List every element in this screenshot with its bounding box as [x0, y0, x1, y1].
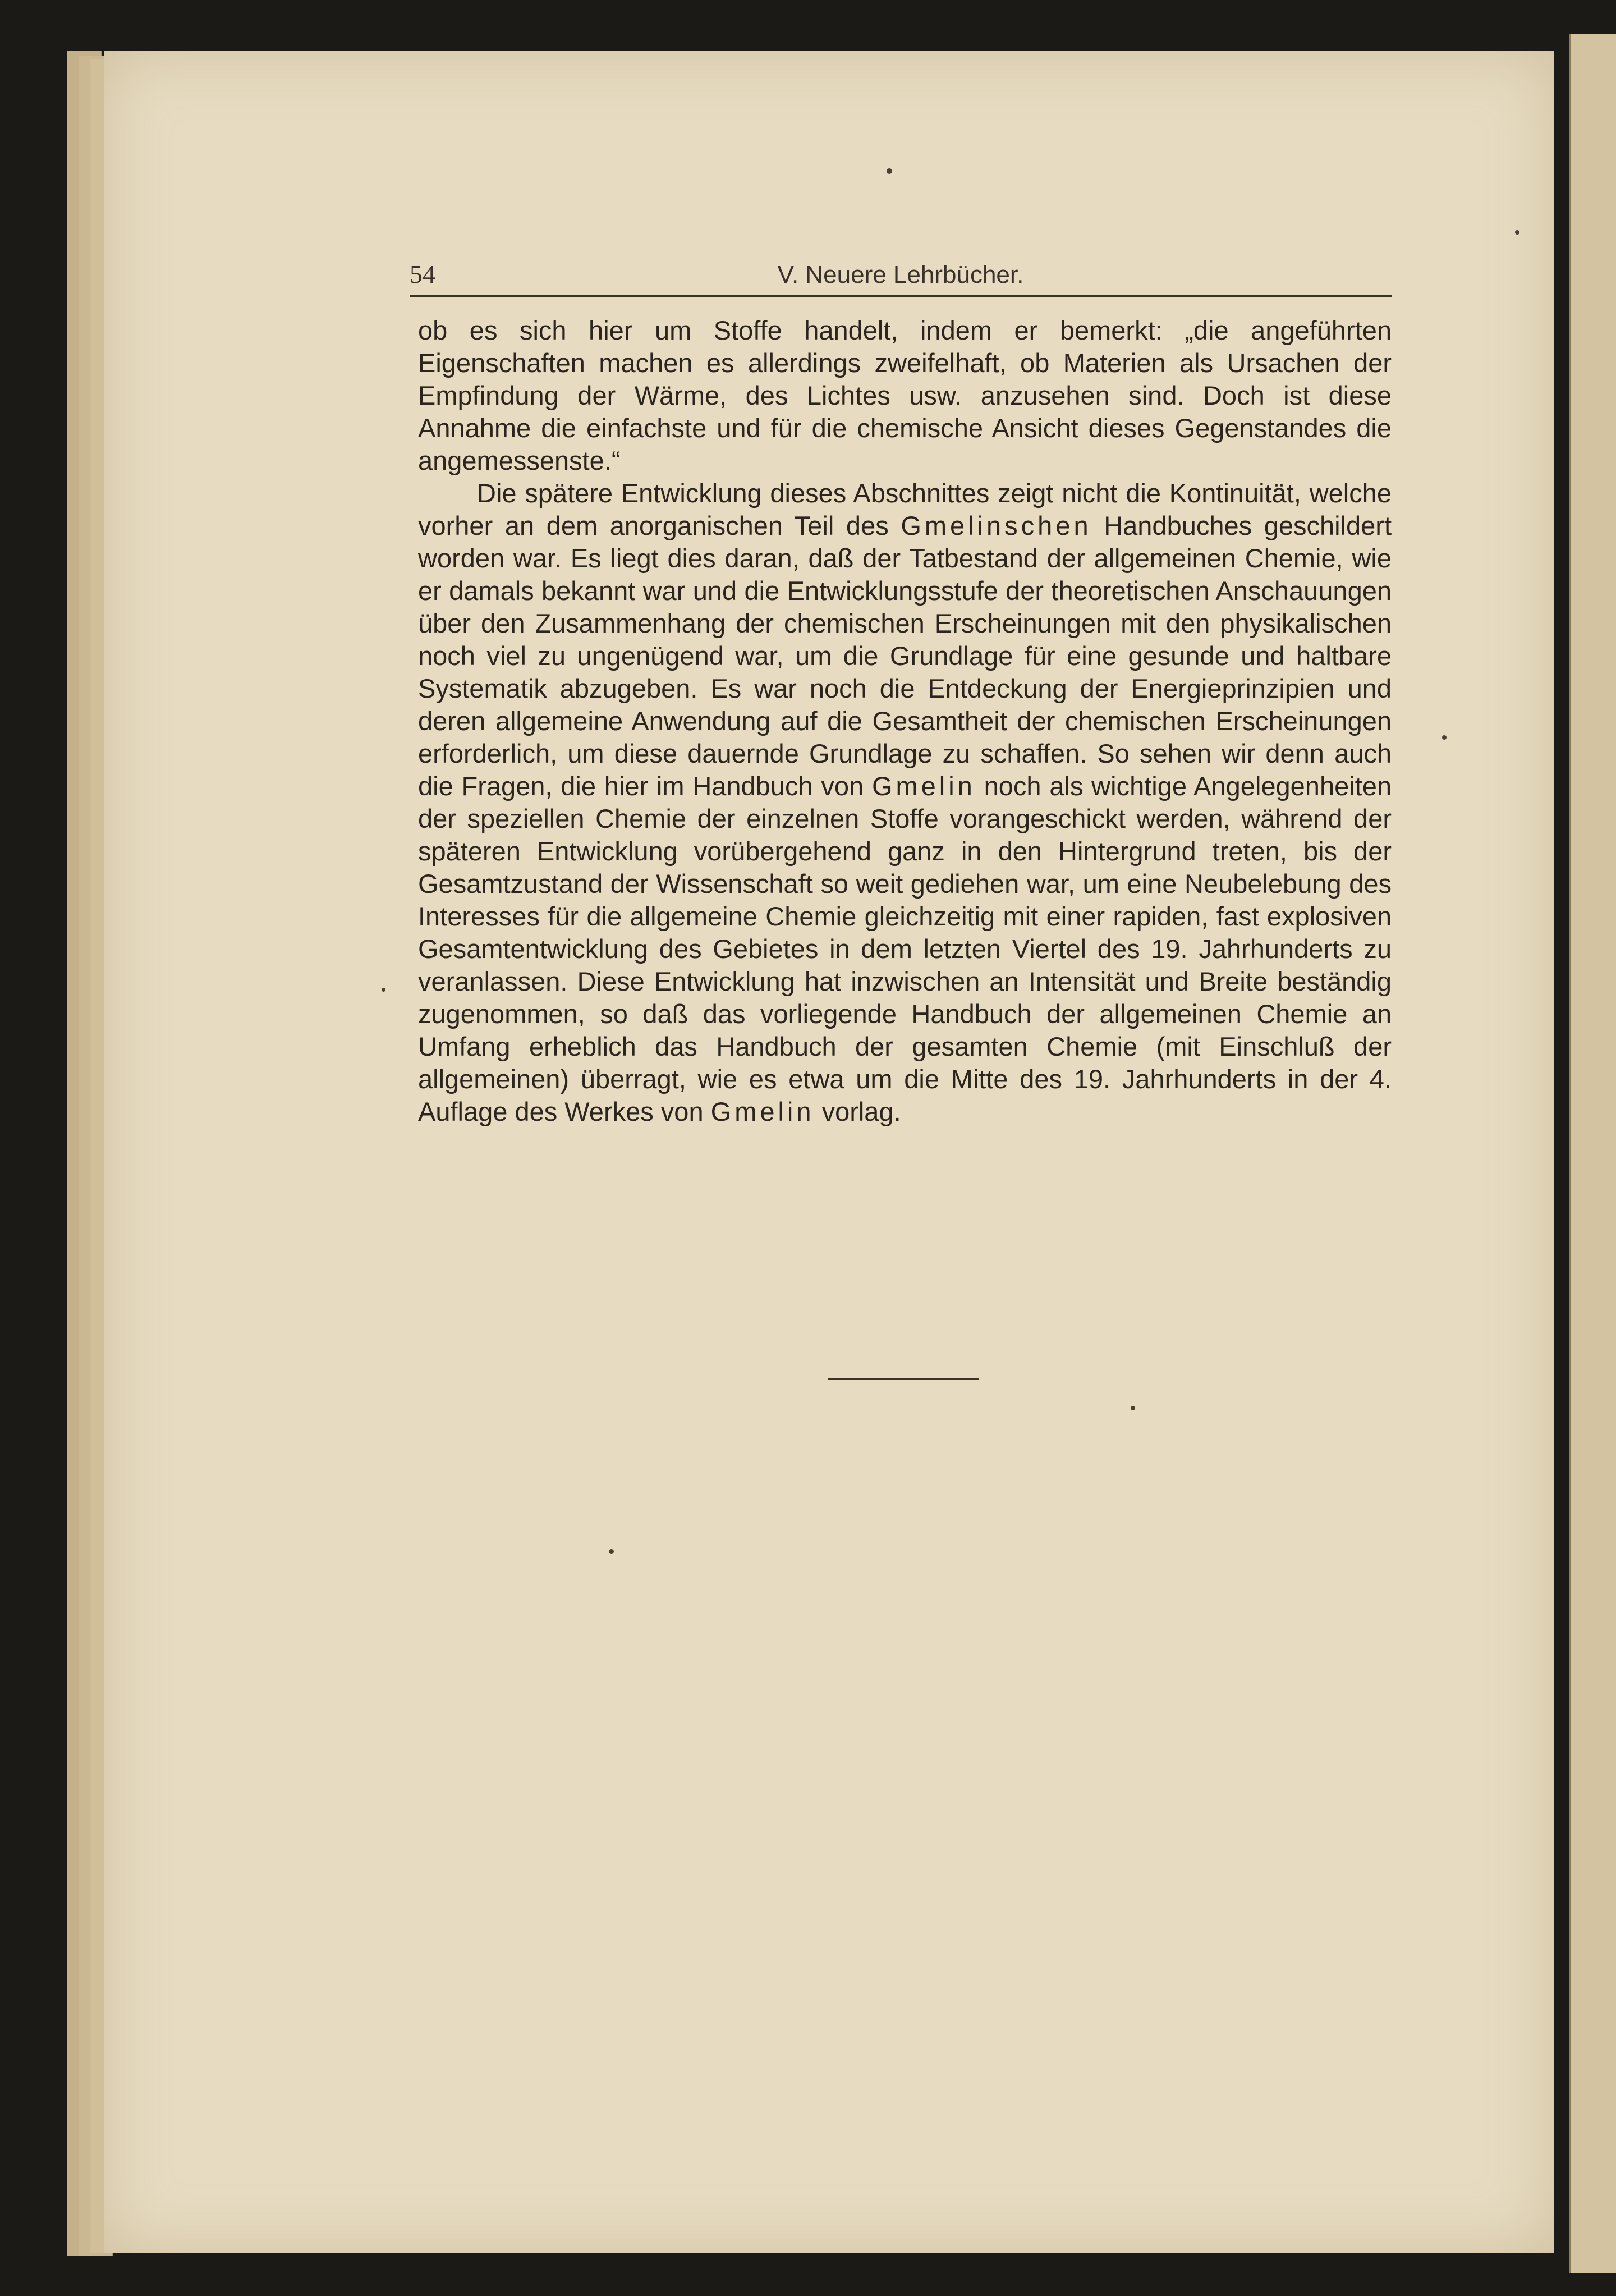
paper-speck	[1515, 230, 1519, 235]
text-segment: ob es sich hier um Stoffe handelt, indem er bemerkt: „die angeführten Eigenschaften machen es allerdings zweifelhaft, ob Materien als Ursachen der Empfindung der Wärme, des Lichtes usw. anzusehen sind. Doch ist diese Annahme die einfachste und für die chemische Ansicht dieses Gegenstandes die angemessenste.“	[418, 315, 1392, 475]
paper-speck	[1442, 735, 1447, 740]
text-segment: vorlag.	[814, 1097, 901, 1126]
paragraph	[418, 477, 1392, 1128]
page-number: 54	[410, 260, 435, 288]
text-segment: Die spätere Entwicklung dieses Abschnittes zeigt nicht die Kontinuität, welche vorher an dem anorganischen Teil des	[418, 478, 1392, 540]
end-rule	[828, 1378, 979, 1380]
text-segment: noch als wichtige Angelegenheiten der speziellen Chemie der einzelnen Stoffe vorangeschickt werden, während der späteren Entwicklung vorübergehend ganz in den Hintergrund treten, bis der Gesamtzustand der Wissenschaft so weit gediehen war, um eine Neubelebung des Interesses für die allgemeine Chemie gleichzeitig mit einer rapiden, fast explosiven Gesamtentwicklung des Gebietes in dem letzten Viertel des 19. Jahrhunderts zu veranlassen. Diese Entwicklung hat inzwischen an Intensität und Breite beständig zugenommen, so daß das vorliegende Handbuch der allgemeinen Chemie an Umfang erheblich das Handbuch der gesamten Chemie (mit Einschluß der allgemeinen) überragt, wie es etwa um die Mitte des 19. Jahrhunderts in der 4. Auflage des Werkes von	[418, 771, 1392, 1126]
spaced-name: Gmelinschen	[901, 511, 1092, 540]
paragraph	[418, 314, 1392, 477]
paper-speck	[382, 988, 385, 992]
paper-speck	[1131, 1406, 1135, 1410]
spaced-name: Gmelin	[871, 771, 976, 801]
page-header	[410, 255, 1392, 297]
body-text	[418, 314, 1392, 1128]
running-head: V. Neuere Lehrbücher.	[777, 261, 1024, 288]
facing-page-edge	[1569, 34, 1616, 2273]
paper-speck	[887, 168, 892, 174]
spaced-name: Gmelin	[710, 1097, 815, 1126]
paper-speck	[609, 1549, 614, 1554]
text-segment: Handbuches geschildert worden war. Es liegt dies daran, daß der Tatbestand der allgemeinen Chemie, wie er damals bekannt war und die Entwicklungsstufe der theoretischen Anschauungen über den Zusammenhang der chemischen Erscheinungen mit den physikalischen noch viel zu ungenügend war, um die Grundlage für eine gesunde und haltbare Systematik abzugeben. Es war noch die Entdeckung der Energieprinzipien und deren allgemeine Anwendung auf die Gesamtheit der chemischen Erscheinungen erforderlich, um diese dauernde Grundlage zu schaffen. So sehen wir denn auch die Fragen, die hier im Handbuch von	[418, 511, 1392, 801]
